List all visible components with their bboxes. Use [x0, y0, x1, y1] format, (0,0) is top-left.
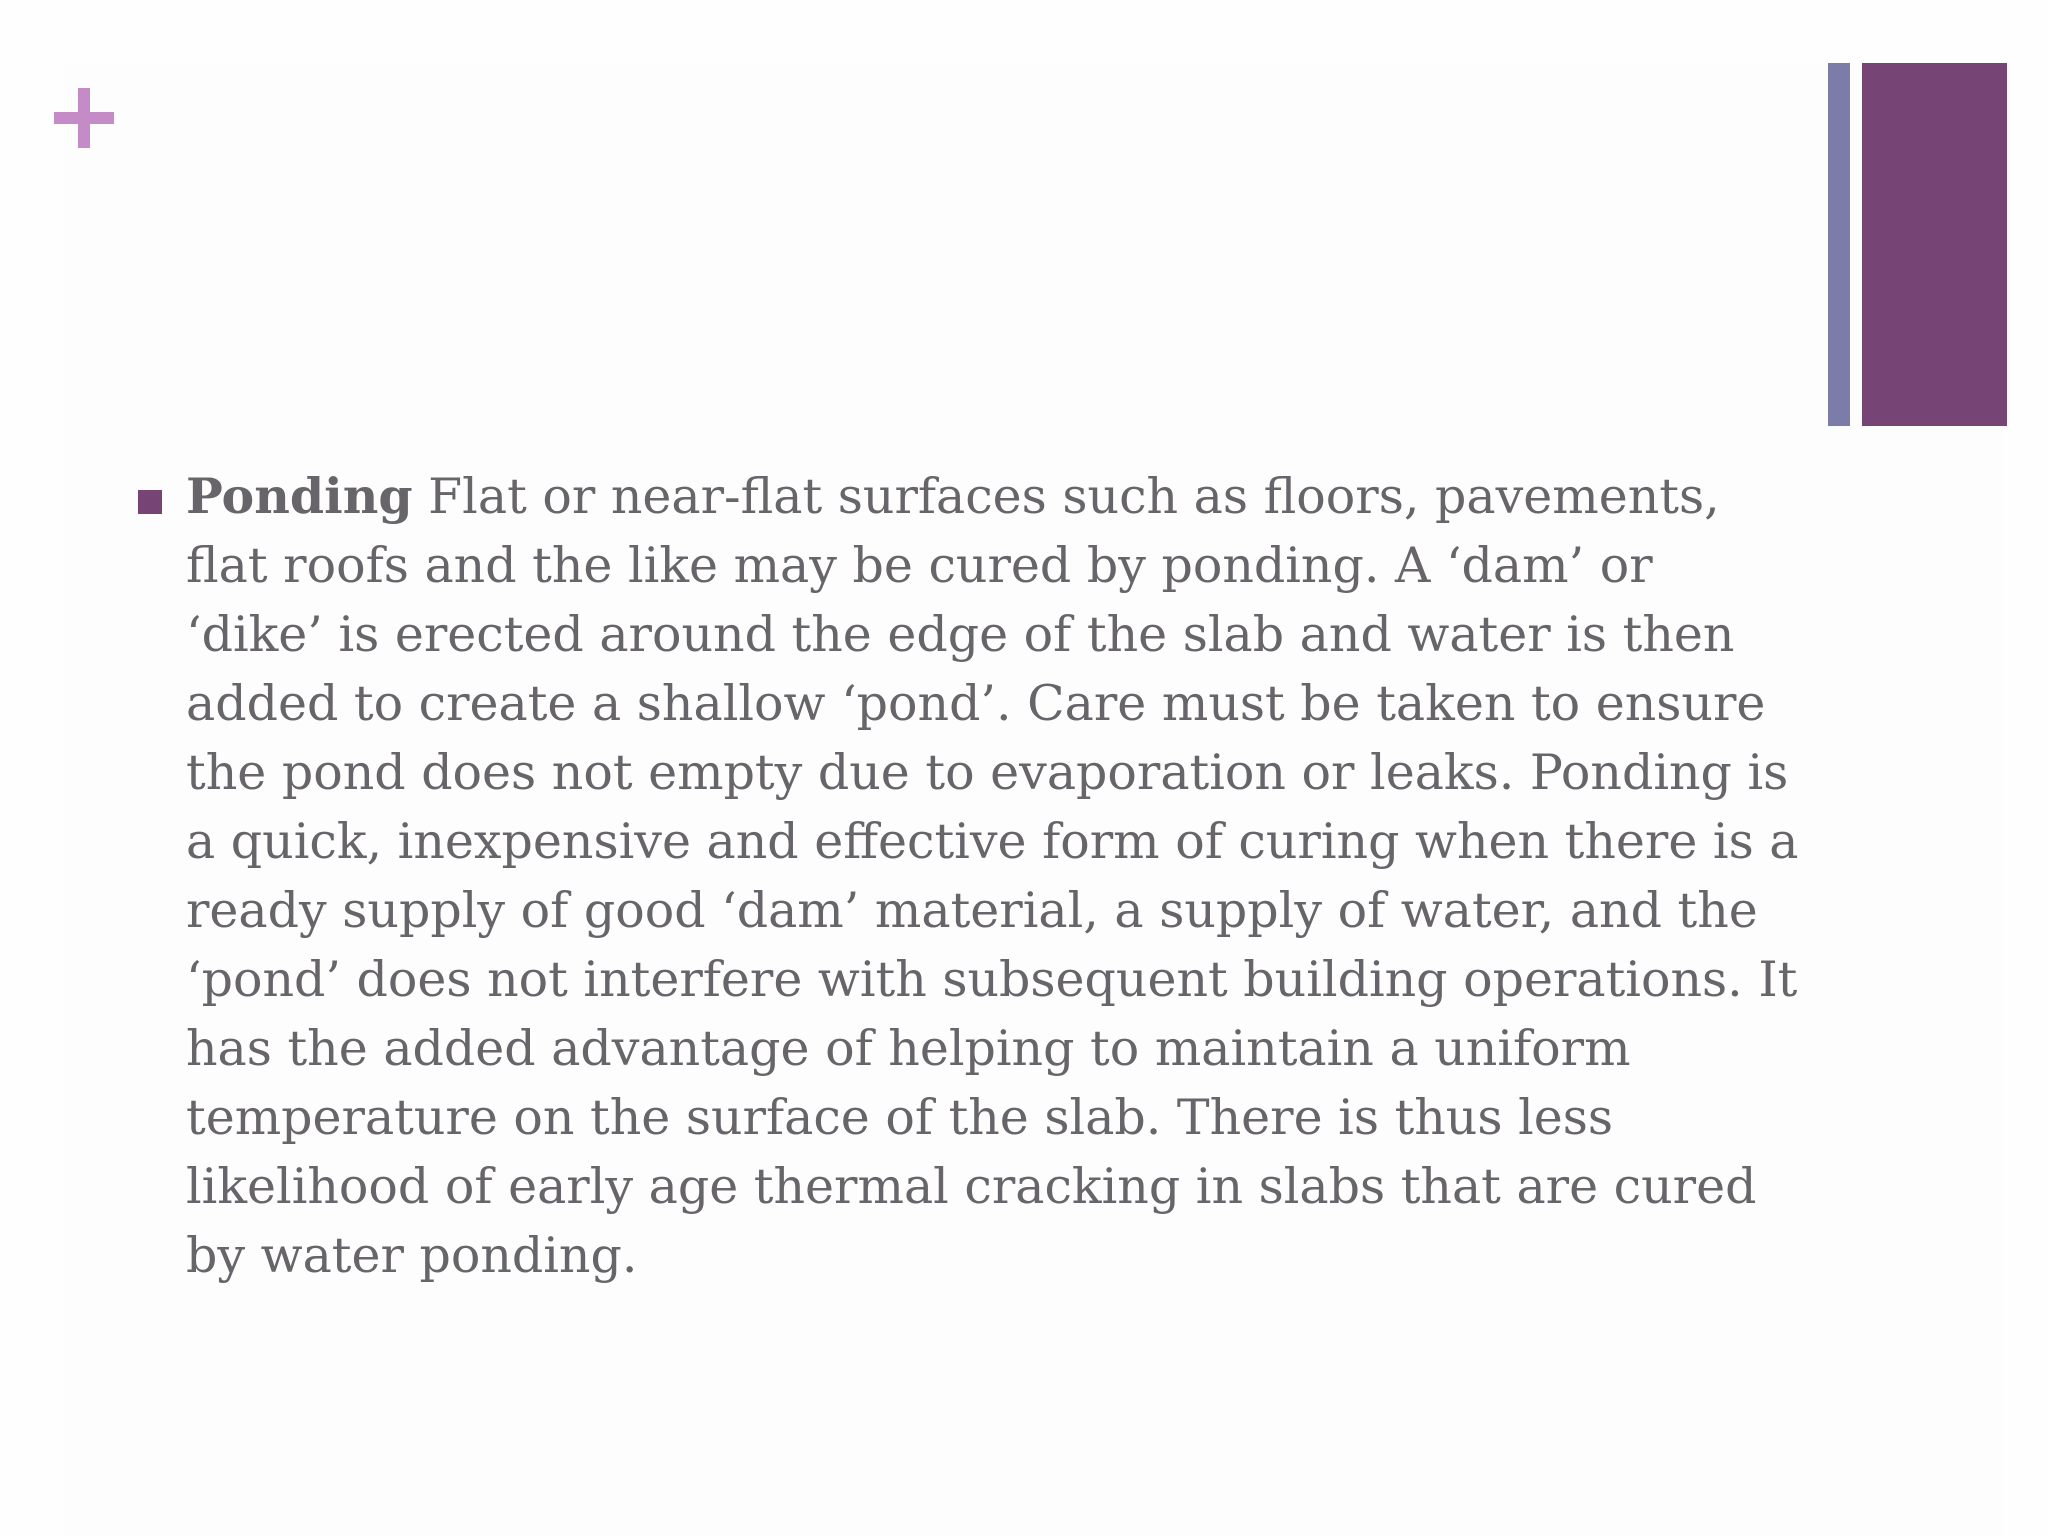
bullet-item	[138, 462, 1803, 1290]
bullet-term: Ponding	[186, 467, 413, 525]
plus-icon	[54, 88, 114, 148]
slide-body	[138, 462, 1803, 1290]
plus-icon-vertical-bar	[78, 88, 90, 148]
accent-bar-wide	[1862, 63, 2007, 426]
bullet-text: Flat or near-flat surfaces such as floors, pavements, flat roofs and the like may be cured by ponding. A ‘dam’ or ‘dike’ is erected around the edge of the slab and water is then added to create a shallow ‘pond’. Care must be taken to ensure the pond does not empty due to evaporation or leaks. Ponding is a quick, inexpensive and effective form of curing when there is a ready supply of good ‘dam’ material, a supply of water, and the ‘pond’ does not interfere with subsequent building operations. It has the added advantage of helping to maintain a uniform temperature on the surface of the slab. There is thus less likelihood of early age thermal cracking in slabs that are cured by water ponding.	[186, 468, 1799, 1284]
accent-bar-thin	[1828, 63, 1850, 426]
square-bullet-icon	[138, 490, 162, 514]
